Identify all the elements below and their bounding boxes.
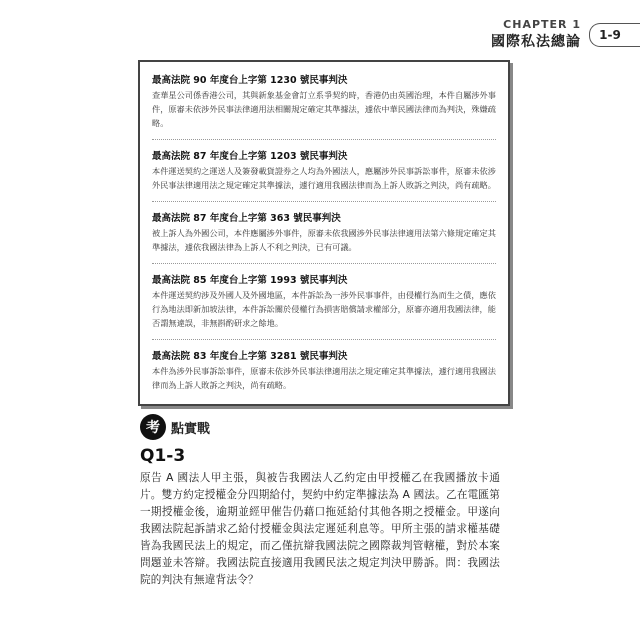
page-header: [491, 18, 621, 51]
case-title: 最高法院 87 年度台上字第 1203 號民事判決: [152, 151, 348, 162]
section-title: 點實戰: [171, 421, 211, 437]
case-title: 最高法院 87 年度台上字第 363 號民事判決: [152, 213, 341, 224]
case-body: 本件運送契約之運送人及簽發載貨證券之人均為外國法人，應屬涉外民事訴訟事件，原審未依涉外民事法律適用法之規定確定其準據法，遽行適用我國法律而為上訴人敗訴之判決，尚有疏略。: [152, 166, 496, 190]
case-title: 最高法院 83 年度台上字第 3281 號民事判決: [152, 351, 348, 362]
chapter-label: CHAPTER 1: [503, 18, 581, 31]
case-entry: [152, 348, 496, 392]
question-id: Q1-3: [140, 446, 186, 466]
case-entry: [152, 72, 496, 130]
case-title: 最高法院 85 年度台上字第 1993 號民事判決: [152, 275, 348, 286]
exam-practice-heading: [140, 414, 210, 440]
case-entry: [152, 272, 496, 330]
case-entry: [152, 210, 496, 254]
chapter-heading: [491, 18, 581, 51]
case-title: 最高法院 90 年度台上字第 1230 號民事判決: [152, 75, 348, 86]
question-text: 原告 A 國法人甲主張，與被告我國法人乙約定由甲授權乙在我國播放卡通片。雙方約定授權金分四期給付，契約中約定準據法為 A 國法。乙在電匯第一期授權金後，逾期並經甲催告仍藉口拖延給付其他各期之授權金。甲遂向我國法院起訴請求乙給付授權金與法定遲延利息等。甲所主張的請求權基礎皆為我國民法上的規定，而乙僅抗辯我國法院之國際裁判管轄權，對於本案問題並未答辯。我國法院直接適用我國民法之規定判決甲勝訴。問：我國法院的判決有無違背法令？: [140, 472, 500, 586]
case-body: 查華星公司係香港公司，其與新象基金會訂立系爭契約時，香港仍由英國治理，本件自屬涉外事件，原審未依涉外民事法律適用法相關規定確定其準據法，遽依中華民國法律而為判決，殊嫌疏略。: [152, 90, 496, 128]
page-number-tab: 1-9: [589, 23, 640, 47]
case-entry: [152, 148, 496, 192]
case-divider: [152, 339, 496, 340]
case-divider: [152, 139, 496, 140]
case-body: 本件為涉外民事訴訟事件，原審未依涉外民事法律適用法之規定確定其準據法，遽行適用我國法律而為上訴人敗訴之判決，尚有疏略。: [152, 366, 496, 390]
case-list-box: [138, 60, 510, 406]
case-divider: [152, 263, 496, 264]
case-body: 被上訴人為外國公司，本件應屬涉外事件，原審未依我國涉外民事法律適用法第六條規定確定其準據法，遽依我國法律為上訴人不利之判決，已有可議。: [152, 228, 496, 252]
chapter-title: 國際私法總論: [491, 34, 581, 50]
case-divider: [152, 201, 496, 202]
exam-badge-icon: 考: [140, 414, 166, 440]
case-body: 本件運送契約涉及外國人及外國地區，本件訴訟為一涉外民事事件，由侵權行為而生之債，應依行為地法即新加坡法律，本件訴訟關於侵權行為損害賠償請求權部分，原審亦適用我國法律，能否謂無違誤，非無斟酌研求之餘地。: [152, 290, 496, 328]
